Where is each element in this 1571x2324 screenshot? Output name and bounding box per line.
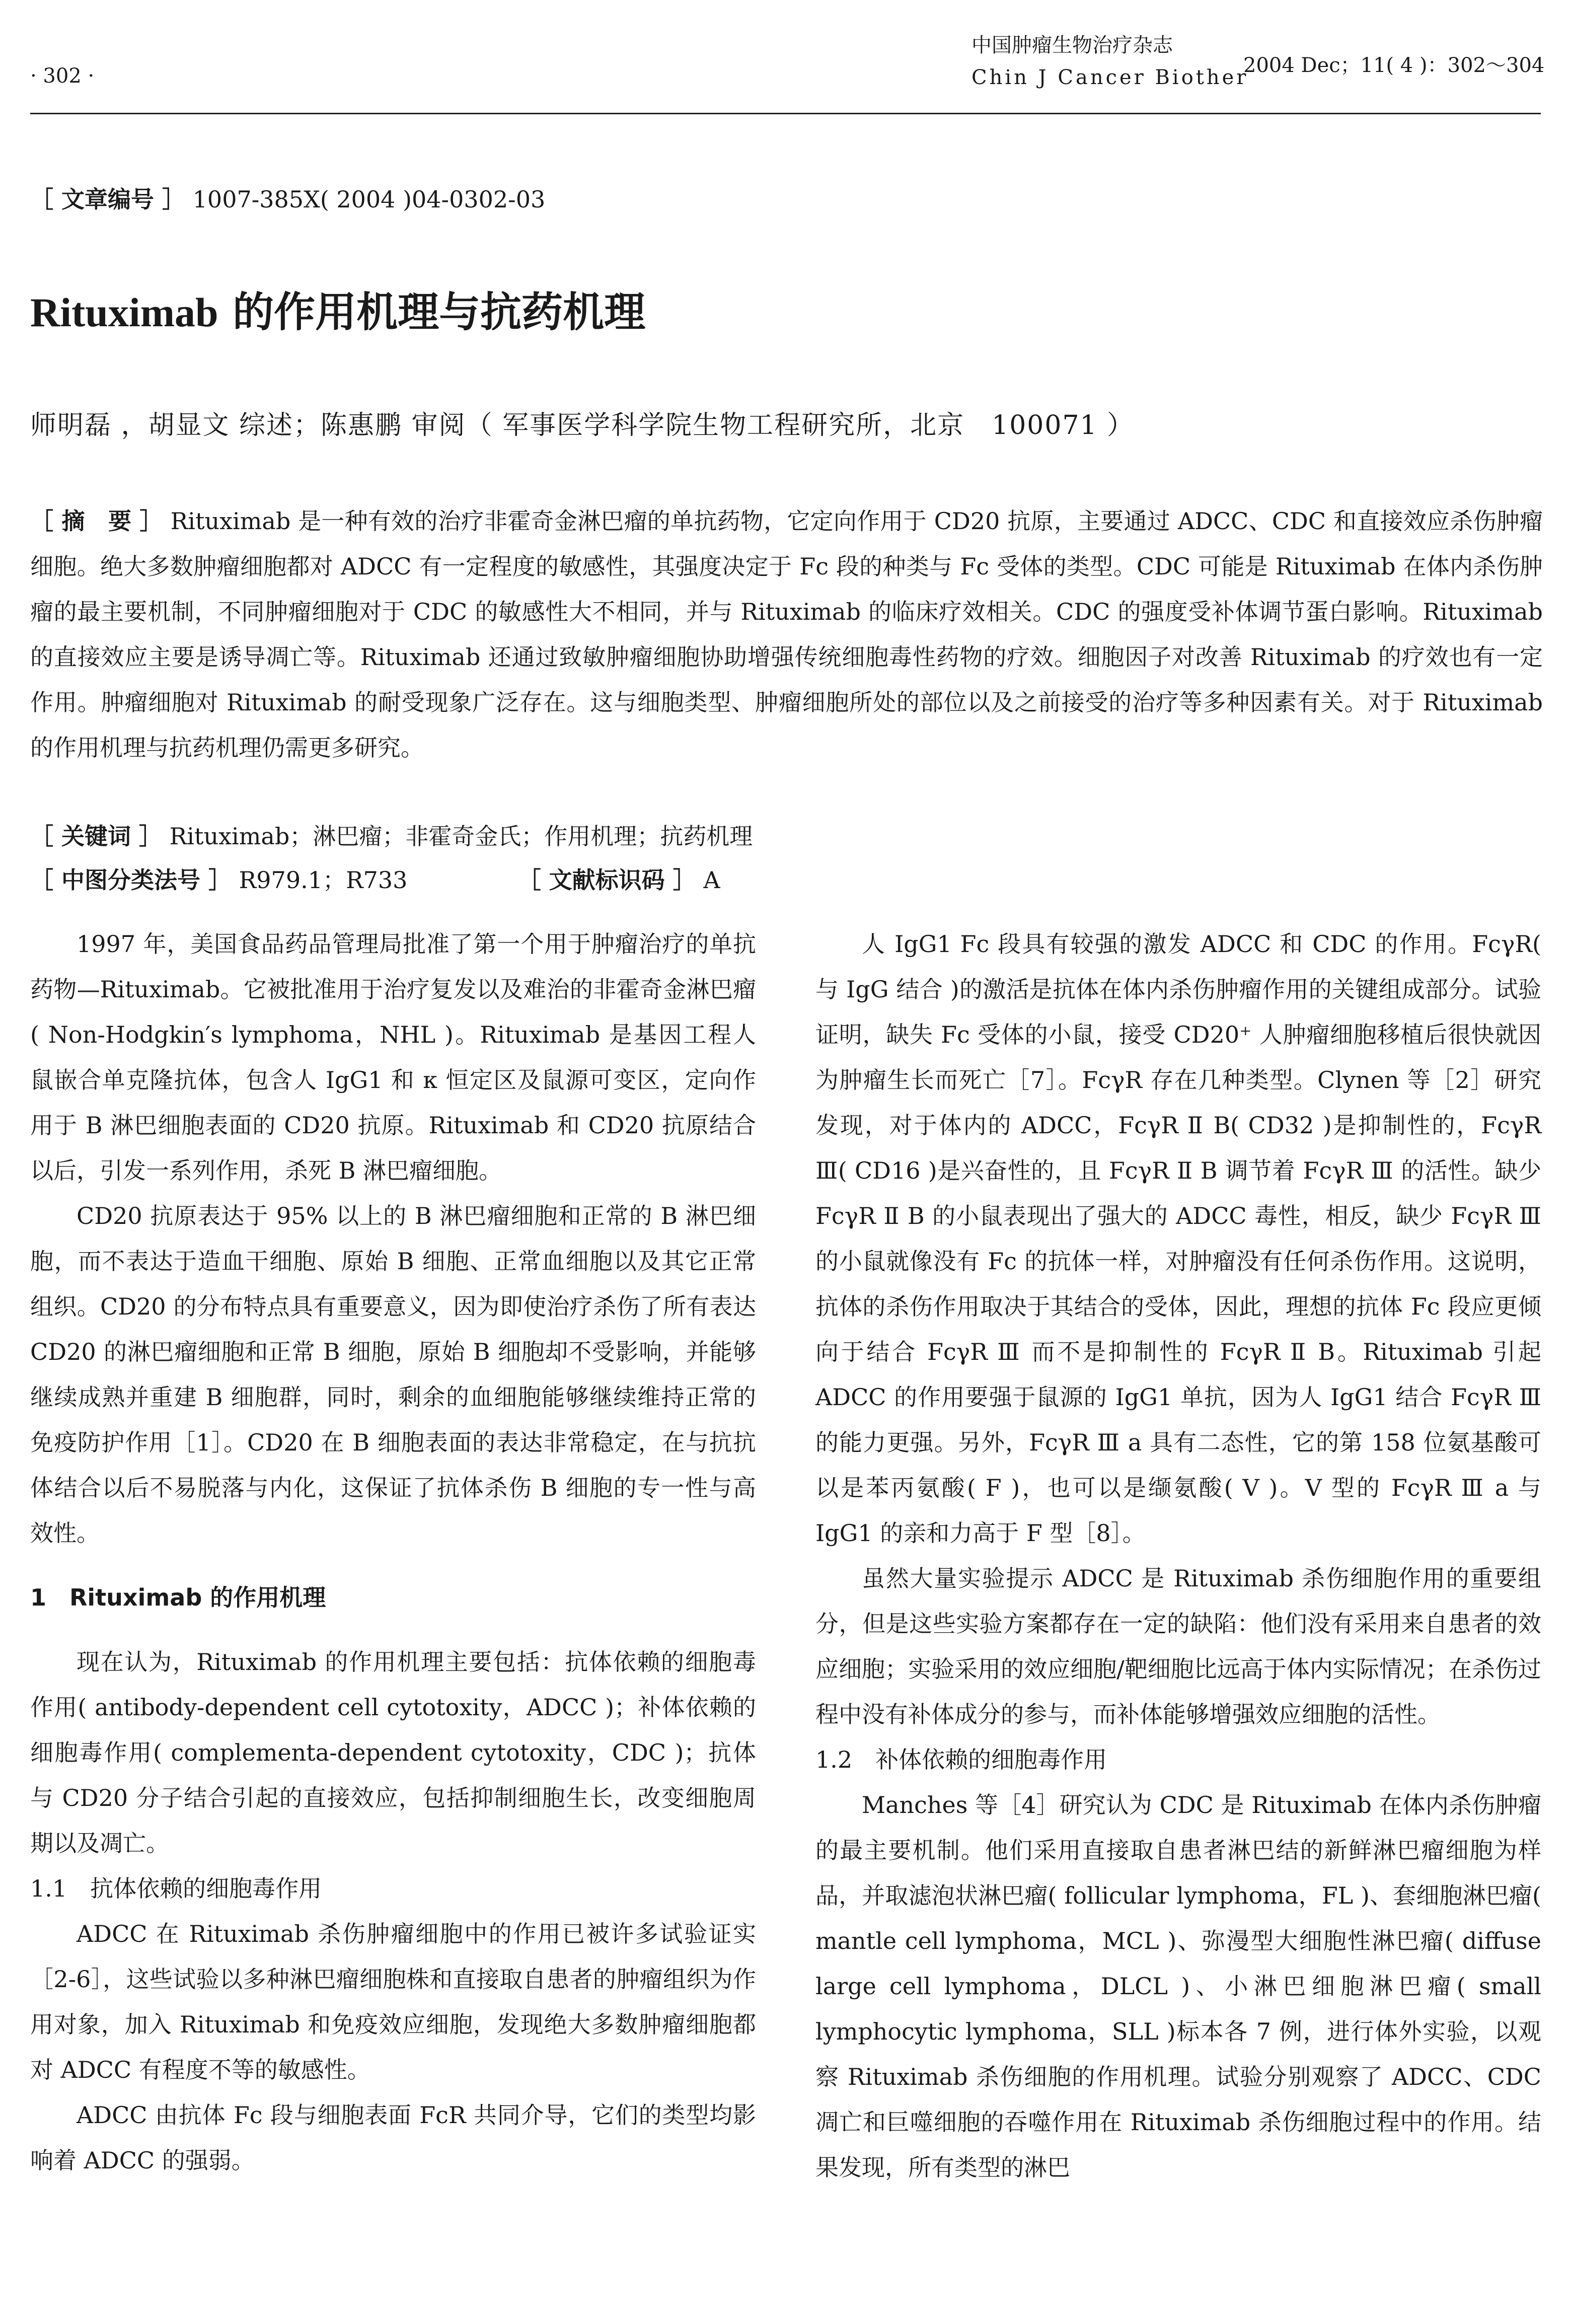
- keywords-line: [30, 818, 753, 851]
- paragraph: 1997 年，美国食品药品管理局批准了第一个用于肿瘤治疗的单抗药物—Rituximab。它被批准用于治疗复发以及难治的非霍奇金淋巴瘤( Non-Hodgkin′s lymphoma，NHL )。Rituximab 是基因工程人鼠嵌合单克隆抗体，包含人 IgG1 和 κ 恒定区及鼠源可变区，定向作用于 B 淋巴细胞表面的 CD20 抗原。Rituximab 和 CD20 抗原结合以后，引发一系列作用，杀死 B 淋巴瘤细胞。: [30, 930, 756, 1184]
- page-number: · 302 ·: [30, 64, 95, 88]
- article-id: 1007-385X( 2004 )04-0302-03: [192, 186, 546, 213]
- authors-line: 师明磊 ，胡显文 综述；陈惠鹏 审阅（ 军事医学科学院生物工程研究所，北京 100071 ）: [30, 410, 1135, 441]
- title-cn: 的作用机理与抗药机理: [218, 288, 646, 336]
- section-heading: 1 Rituximab 的作用机理: [30, 1584, 326, 1611]
- article-title: [30, 279, 645, 338]
- paragraph: 虽然大量实验提示 ADCC 是 Rituximab 杀伤细胞作用的重要组分，但是这些实验方案都存在一定的缺陷：他们没有采用来自患者的效应细胞；实验采用的效应细胞/靶细胞比远高于体内实际情况；在杀伤过程中没有补体成分的参与，而补体能够增强效应细胞的活性。: [815, 1565, 1541, 1728]
- paragraph: 现在认为，Rituximab 的作用机理主要包括：抗体依赖的细胞毒作用( antibody-dependent cell cytotoxity，ADCC )；补体依赖的细胞毒作用( complementa-dependent cytotoxity，CDC )；抗体与 CD20 分子结合引起的直接效应，包括抑制细胞生长，改变细胞周期以及凋亡。: [30, 1648, 756, 1857]
- journal-citation: 2004 Dec；11( 4 )：302～304: [1243, 54, 1545, 77]
- abstract-text: Rituximab 是一种有效的治疗非霍奇金淋巴瘤的单抗药物，它定向作用于 CD20 抗原，主要通过 ADCC、CDC 和直接效应杀伤肿瘤细胞。绝大多数肿瘤细胞都对 ADCC 有一定程度的敏感性，其强度决定于 Fc 段的种类与 Fc 受体的类型。CDC 可能是 Rituximab 在体内杀伤肿瘤的最主要机制，不同肿瘤细胞对于 CDC 的敏感性大不相同，并与 Rituximab 的临床疗效相关。CDC 的强度受补体调节蛋白影响。Rituximab 的直接效应主要是诱导凋亡等。Rituximab 还通过致敏肿瘤细胞协助增强传统细胞毒性药物的疗效。细胞因子对改善 Rituximab 的疗效也有一定作用。肿瘤细胞对 Rituximab 的耐受现象广泛存在。这与细胞类型、肿瘤细胞所处的部位以及之前接受的治疗等多种因素有关。对于 Rituximab 的作用机理与抗药机理仍需更多研究。: [30, 507, 1543, 761]
- paragraph: CD20 抗原表达于 95% 以上的 B 淋巴瘤细胞和正常的 B 淋巴细胞，而不表达于造血干细胞、原始 B 细胞、正常血细胞以及其它正常组织。CD20 的分布特点具有重要意义，因为即使治疗杀伤了所有表达 CD20 的淋巴瘤细胞和正常 B 细胞，原始 B 细胞却不受影响，并能够继续成熟并重建 B 细胞群，同时，剩余的血细胞能够继续维持正常的免疫防护作用［1］。CD20 在 B 细胞表面的表达非常稳定，在与抗抗体结合以后不易脱落与内化，这保证了抗体杀伤 B 细胞的专一性与高效性。: [30, 1202, 757, 1547]
- title-latin: Rituximab: [30, 289, 218, 335]
- paragraph: ADCC 由抗体 Fc 段与细胞表面 FcR 共同介导，它们的类型均影响着 ADCC 的强弱。: [30, 2101, 756, 2174]
- paragraph: Manches 等［4］研究认为 CDC 是 Rituximab 在体内杀伤肿瘤的最主要机制。他们采用直接取自患者淋巴结的新鲜淋巴瘤细胞为样品，并取滤泡状淋巴瘤( follicular lymphoma，FL )、套细胞淋巴瘤( mantle cell lymphoma，MCL )、弥漫型大细胞性淋巴瘤( diffuse large cell lymphoma，DLCL )、小淋巴细胞淋巴瘤( small lymphocytic lymphoma，SLL )标本各 7 例，进行体外实验，以观察 Rituximab 杀伤细胞的作用机理。试验分别观察了 ADCC、CDC 凋亡和巨噬细胞的吞噬作用在 Rituximab 杀伤细胞过程中的作用。结果发现，所有类型的淋巴: [815, 1791, 1541, 2181]
- keywords: Rituximab；淋巴瘤；非霍奇金氏；作用机理；抗药机理: [169, 823, 753, 850]
- keywords-label: ［ 关键词 ］: [30, 823, 163, 850]
- abstract-label: ［ 摘 要 ］: [30, 507, 163, 535]
- right-column: [815, 921, 1541, 2190]
- article-id-label: ［ 文章编号 ］: [30, 186, 186, 213]
- abstract: [30, 498, 1543, 770]
- paragraph: 人 IgG1 Fc 段具有较强的激发 ADCC 和 CDC 的作用。FcγR( 与 IgG 结合 )的激活是抗体在体内杀伤肿瘤作用的关键组成部分。试验证明，缺失 Fc 受体的小鼠，接受 CD20⁺ 人肿瘤细胞移植后很快就因为肿瘤生长而死亡［7］。FcγR 存在几种类型。Clynen 等［2］研究发现，对于体内的 ADCC，FcγR Ⅱ B( CD32 )是抑制性的，FcγR Ⅲ( CD16 )是兴奋性的，且 FcγR Ⅱ B 调节着 FcγR Ⅲ 的活性。缺少 FcγR Ⅱ B 的小鼠表现出了强大的 ADCC 毒性，相反，缺少 FcγR Ⅲ 的小鼠就像没有 Fc 的抗体一样，对肿瘤没有任何杀伤作用。这说明，抗体的杀伤作用取决于其结合的受体，因此，理想的抗体 Fc 段应更倾向于结合 FcγR Ⅲ 而不是抑制性的 FcγR Ⅱ B。Rituximab 引起 ADCC 的作用要强于鼠源的 IgG1 单抗，因为人 IgG1 结合 FcγR Ⅲ 的能力更强。另外，FcγR Ⅲ a 具有二态性，它的第 158 位氨基酸可以是苯丙氨酸( F )，也可以是缬氨酸( V )。V 型的 FcγR Ⅲ a 与 IgG1 的亲和力高于 F 型［8］。: [815, 930, 1541, 1547]
- doc-code: A: [703, 866, 720, 894]
- paragraph: ADCC 在 Rituximab 杀伤肿瘤细胞中的作用已被许多试验证实［2-6］，这些试验以多种淋巴瘤细胞株和直接取自患者的肿瘤组织为作用对象，加入 Rituximab 和免疫效应细胞，发现绝大多数肿瘤细胞都对 ADCC 有程度不等的敏感性。: [30, 1920, 756, 2083]
- clc-code: R979.1；R733: [239, 866, 408, 894]
- subsection-heading: 1.1 抗体依赖的细胞毒作用: [30, 1875, 322, 1902]
- left-column: [30, 921, 756, 2183]
- header-rule: [30, 113, 1541, 114]
- journal-name-en: Chin J Cancer Biother: [971, 66, 1249, 89]
- clc-label: ［ 中图分类法号 ］: [30, 866, 232, 894]
- journal-name: [971, 29, 1248, 94]
- subsection-heading: 1.2 补体依赖的细胞毒作用: [815, 1746, 1107, 1773]
- doc-code-label: ［ 文献标识码 ］: [517, 866, 696, 894]
- article-id-line: [30, 181, 545, 214]
- journal-name-cn: 中国肿瘤生物治疗杂志: [971, 34, 1173, 57]
- classification-line: [30, 862, 720, 895]
